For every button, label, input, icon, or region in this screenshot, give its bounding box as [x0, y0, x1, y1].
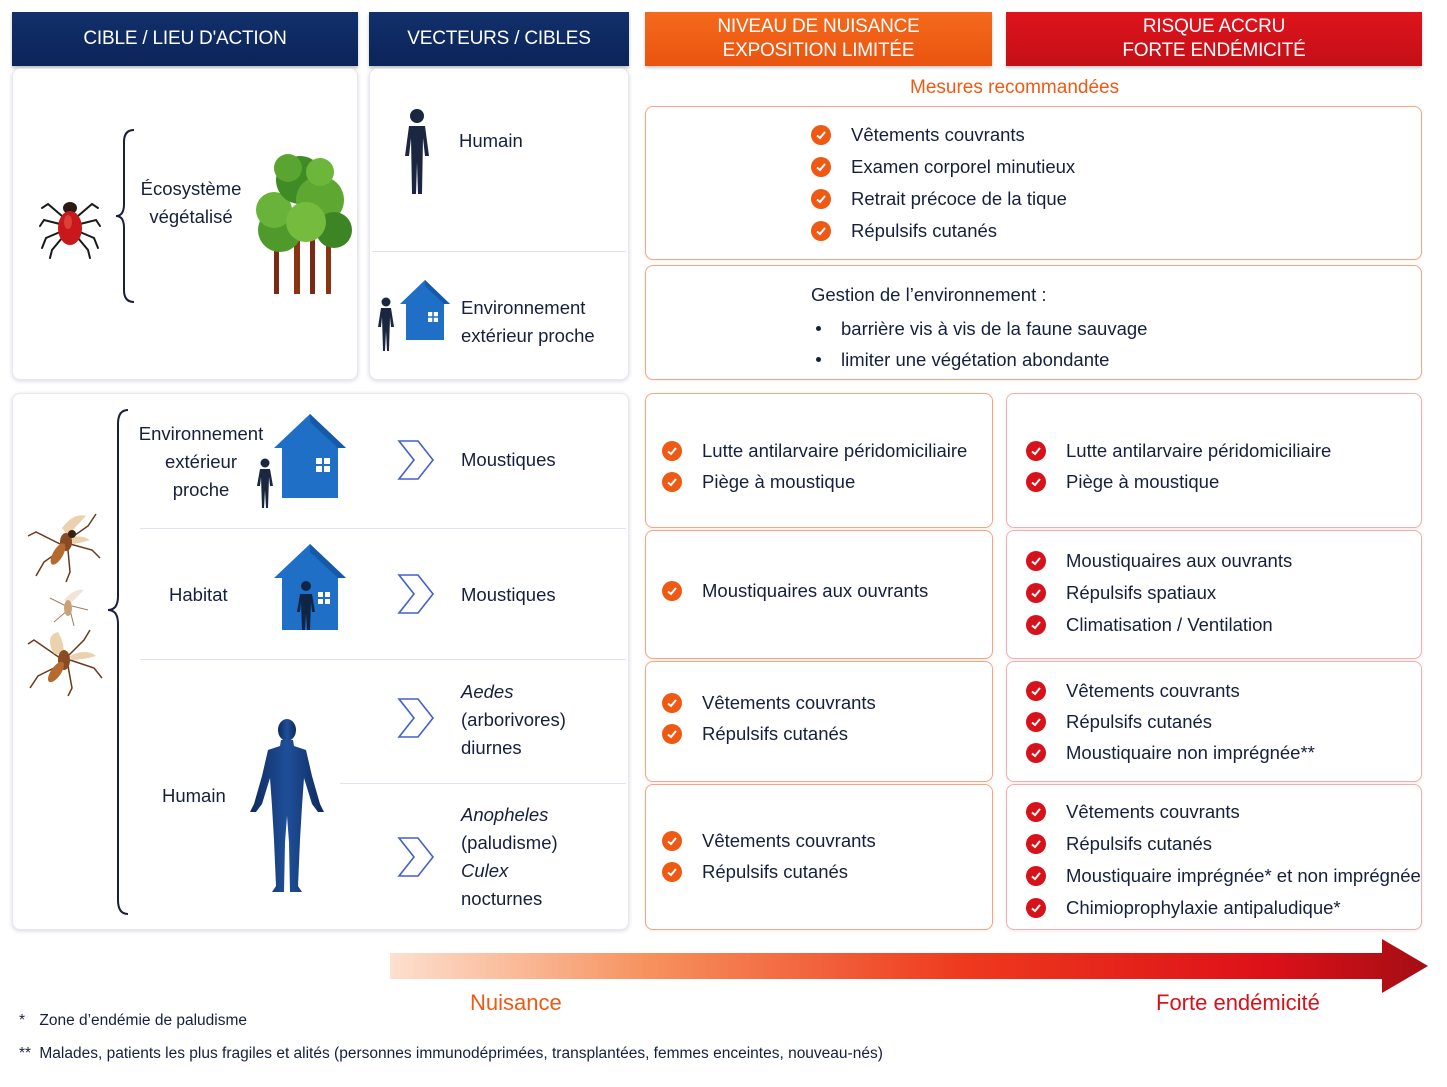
list-item — [1026, 737, 1315, 768]
chevron-right-icon — [396, 572, 436, 616]
row-divider — [140, 659, 626, 660]
header-vectors-targets — [369, 12, 629, 66]
bullet-icon — [816, 357, 821, 362]
check-icon — [1026, 834, 1046, 854]
check-icon — [662, 441, 682, 461]
endemic-env-measures — [1026, 435, 1331, 497]
measure-text: Piège à moustique — [702, 470, 856, 492]
footnote-2-mark: ** — [19, 1045, 32, 1062]
check-icon — [1026, 441, 1046, 461]
measure-text: Moustiquaire non imprégnée** — [1066, 741, 1315, 763]
bullet-text: limiter une végétation abondante — [841, 348, 1110, 370]
row-divider — [340, 783, 626, 784]
check-icon — [811, 125, 831, 145]
list-item — [662, 466, 967, 497]
measure-text: Vêtements couvrants — [702, 829, 876, 851]
header-nuisance-level — [645, 12, 992, 66]
aedes-desc-1: (arborivores) — [461, 709, 566, 730]
tick-human-measures — [811, 119, 1075, 247]
human-silhouette-icon — [401, 108, 433, 196]
row-habitat-target: Habitat — [169, 584, 228, 605]
measure-text: Répulsifs cutanés — [1066, 833, 1213, 854]
endemic-aedes-measures — [1026, 675, 1315, 768]
house-icon — [272, 412, 348, 500]
culex-name: Culex — [461, 860, 509, 881]
list-item — [662, 825, 876, 856]
mosquito-brace-icon — [106, 408, 130, 916]
list-item — [1026, 828, 1421, 860]
list-item — [1026, 466, 1331, 497]
measures-title: Mesures recommandées — [910, 77, 1120, 98]
list-item — [1026, 577, 1292, 609]
check-icon — [1026, 866, 1046, 886]
gradient-arrow-icon — [388, 936, 1430, 996]
header-vectors-targets-label: VECTEURS / CIBLES — [407, 28, 591, 49]
header-target-place-label: CIBLE / LIEU D'ACTION — [83, 28, 287, 49]
list-item — [1026, 609, 1292, 641]
list-item — [1026, 545, 1292, 577]
list-item — [662, 856, 876, 887]
list-item — [811, 215, 1075, 247]
list-item — [1026, 892, 1421, 924]
list-item — [1026, 706, 1315, 737]
check-icon — [1026, 681, 1046, 701]
measure-text: Répulsifs cutanés — [851, 220, 998, 241]
check-icon — [1026, 583, 1046, 603]
check-icon — [662, 581, 682, 601]
axis-endemic-label: Forte endémicité — [1156, 990, 1320, 1015]
measure-text: Vêtements couvrants — [1066, 679, 1240, 701]
anopheles-name: Anopheles — [461, 804, 549, 825]
aedes-name: Aedes — [461, 681, 514, 702]
header-target-place — [12, 12, 358, 66]
nuisance-habitat-measures — [662, 575, 928, 606]
mosquito-icon — [24, 628, 104, 698]
row-habitat-vector: Moustiques — [461, 584, 556, 605]
tick-human-label: Humain — [459, 130, 523, 151]
measure-text: Vêtements couvrants — [702, 691, 876, 713]
env-management-bullets — [814, 313, 1147, 375]
mosquito-icon — [44, 586, 92, 630]
nuisance-env-measures — [662, 435, 967, 497]
check-icon — [662, 724, 682, 744]
tick-brace-icon — [114, 128, 136, 304]
check-icon — [1026, 551, 1046, 571]
tick-icon — [38, 186, 102, 262]
row-env-vector: Moustiques — [461, 449, 556, 470]
ecosystem-label: Écosystème végétalisé — [140, 178, 242, 227]
measure-text: Moustiquaire imprégnée* et non imprégnée — [1066, 865, 1421, 886]
measure-text: Piège à moustique — [1066, 470, 1220, 492]
check-icon — [1026, 743, 1046, 763]
footnote-2-text: Malades, patients les plus fragiles et alités (personnes immunodéprimées, transplantées, femmes enceintes, nouveau-nés) — [39, 1045, 883, 1062]
human-silhouette-icon — [376, 297, 396, 353]
header-nuisance-line1: NIVEAU DE NUISANCE — [717, 16, 920, 37]
measure-text: Climatisation / Ventilation — [1066, 614, 1273, 635]
check-icon — [1026, 615, 1046, 635]
measure-text: Chimioprophylaxie antipaludique* — [1066, 897, 1341, 918]
measure-text: Répulsifs spatiaux — [1066, 582, 1217, 603]
list-item — [811, 119, 1075, 151]
row-env-target: Environnement extérieur proche — [138, 423, 264, 500]
list-item — [811, 183, 1075, 215]
bullet-icon — [816, 326, 821, 331]
mosquito-icon — [24, 510, 104, 584]
footnote-1-text: Zone d’endémie de paludisme — [39, 1012, 248, 1029]
footnote-1-mark: * — [19, 1012, 26, 1029]
list-item — [1026, 675, 1315, 706]
list-item — [814, 344, 1147, 375]
header-high-risk-line1: RISQUE ACCRU — [1142, 16, 1286, 37]
check-icon — [1026, 472, 1046, 492]
list-item — [1026, 435, 1331, 466]
measure-text: Répulsifs cutanés — [702, 722, 849, 744]
check-icon — [1026, 712, 1046, 732]
check-icon — [811, 189, 831, 209]
row-aedes-vector — [461, 678, 566, 762]
measure-text: Vêtements couvrants — [851, 124, 1025, 145]
nuisance-anopheles-measures — [662, 825, 876, 887]
measure-text: Examen corporel minutieux — [851, 156, 1076, 177]
list-item — [814, 313, 1147, 344]
check-icon — [662, 831, 682, 851]
endemic-anopheles-measures — [1026, 796, 1421, 924]
endemic-habitat-measures — [1026, 545, 1292, 641]
human-body-icon — [248, 716, 326, 894]
check-icon — [662, 693, 682, 713]
house-icon — [272, 542, 348, 632]
list-item — [662, 435, 967, 466]
tick-vectors-divider — [372, 251, 626, 252]
env-management-title: Gestion de l’environnement : — [811, 284, 1047, 305]
chevron-right-icon — [396, 438, 436, 482]
list-item — [662, 687, 876, 718]
aedes-desc-2: diurnes — [461, 737, 522, 758]
check-icon — [811, 221, 831, 241]
header-nuisance-line2: EXPOSITION LIMITÉE — [722, 40, 915, 61]
measure-text: Vêtements couvrants — [1066, 801, 1240, 822]
footnote-2 — [19, 1045, 883, 1063]
list-item — [662, 575, 928, 606]
check-icon — [662, 862, 682, 882]
check-icon — [811, 157, 831, 177]
measure-text: Répulsifs cutanés — [702, 860, 849, 882]
chevron-right-icon — [396, 696, 436, 740]
measure-text: Retrait précoce de la tique — [851, 188, 1067, 209]
list-item — [1026, 796, 1421, 828]
chevron-right-icon — [396, 835, 436, 879]
list-item — [811, 151, 1075, 183]
measure-text: Lutte antilarvaire péridomiciliaire — [702, 439, 968, 461]
tree-icon — [250, 150, 354, 298]
house-icon — [398, 278, 452, 342]
row-anopheles-vector — [461, 801, 558, 913]
check-icon — [662, 472, 682, 492]
list-item — [662, 718, 876, 749]
measure-text: Répulsifs cutanés — [1066, 710, 1213, 732]
anopheles-desc: (paludisme) — [461, 832, 558, 853]
row-divider — [140, 528, 626, 529]
tick-env-label: Environnement extérieur proche — [461, 297, 595, 346]
measure-text: Lutte antilarvaire péridomiciliaire — [1066, 439, 1332, 461]
measure-text: Moustiquaires aux ouvrants — [702, 579, 929, 601]
measure-text: Moustiquaires aux ouvrants — [1066, 550, 1293, 571]
header-high-risk-line2: FORTE ENDÉMICITÉ — [1122, 40, 1306, 61]
check-icon — [1026, 802, 1046, 822]
list-item — [1026, 860, 1421, 892]
nuisance-aedes-measures — [662, 687, 876, 749]
nocturnal-desc: nocturnes — [461, 888, 543, 909]
check-icon — [1026, 898, 1046, 918]
row-human-target: Humain — [162, 785, 226, 806]
axis-nuisance-label: Nuisance — [470, 990, 562, 1015]
footnote-1 — [19, 1012, 247, 1030]
header-high-risk — [1006, 12, 1422, 66]
bullet-text: barrière vis à vis de la faune sauvage — [841, 317, 1148, 339]
